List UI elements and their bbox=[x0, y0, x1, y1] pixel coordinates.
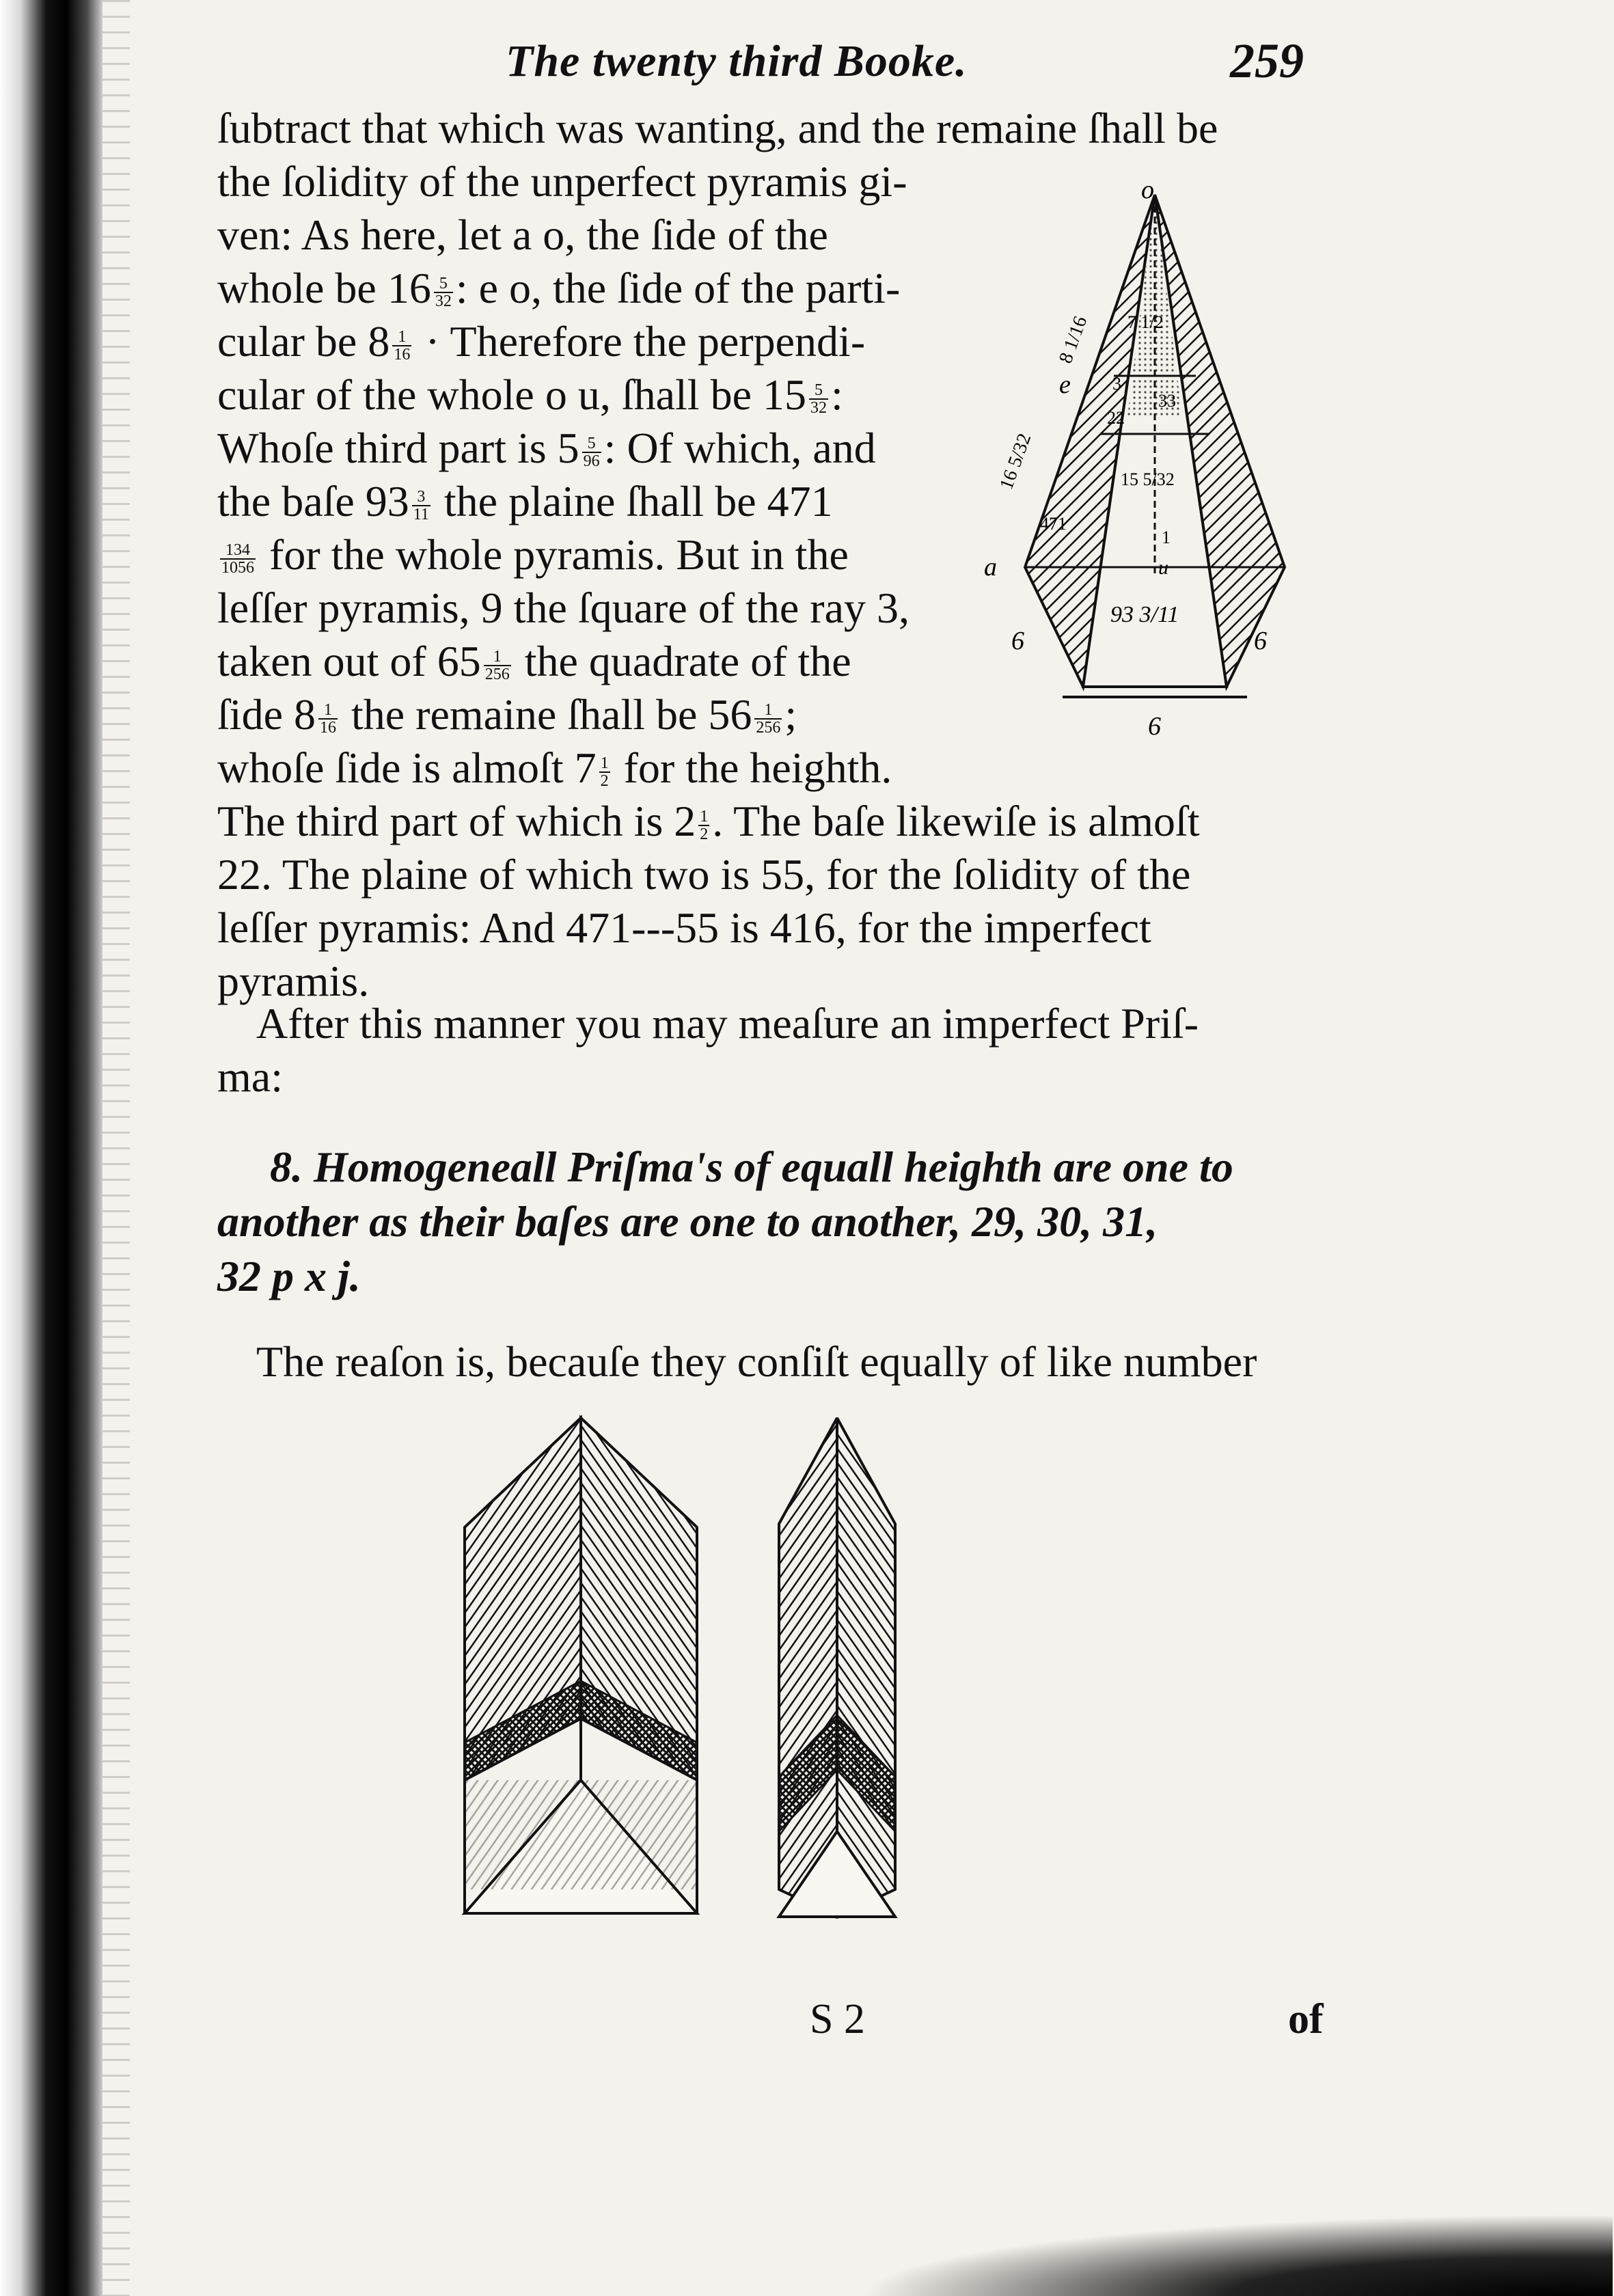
label-o: o bbox=[1141, 176, 1154, 204]
page-number: 259 bbox=[1230, 33, 1304, 88]
prisms-figure bbox=[437, 1408, 1052, 1941]
signature-mark: S 2 bbox=[810, 1996, 865, 2042]
prism-left bbox=[465, 1418, 697, 1913]
text-line: the baſe 93 $\frac{3}{11}$ the plaine ſhall be 471 bbox=[217, 477, 833, 525]
label-e: e bbox=[1059, 370, 1071, 399]
prism-right bbox=[779, 1418, 895, 1917]
text-line: ſide 8 $\frac{1}{16}$ the remaine ſhall be 56 $\frac{1}{256}$ ; bbox=[217, 690, 797, 739]
text-line: ma: bbox=[217, 1052, 283, 1101]
fraction: $\frac{5}{96}$ bbox=[583, 435, 600, 471]
label-1: 1 bbox=[1162, 528, 1171, 547]
text-line: the ſolidity of the unperfect pyramis gi- bbox=[217, 157, 907, 206]
label-7-half: 7 1/2 bbox=[1127, 312, 1164, 332]
label-33: 33 bbox=[1158, 391, 1176, 411]
thumb-shadow bbox=[765, 2204, 1613, 2296]
label-6-right: 6 bbox=[1254, 627, 1267, 655]
label-471: 471 bbox=[1040, 514, 1067, 534]
text-line: whoſe ſide is almoſt 7 $\frac{1}{2}$ for the heighth. bbox=[217, 743, 892, 792]
fraction: $\frac{1}{2}$ bbox=[700, 808, 709, 844]
fraction: $\frac{3}{11}$ bbox=[413, 488, 429, 524]
text-line: ven: As here, let a o, the ſide of the bbox=[217, 210, 828, 259]
label-base-area: 93 3/11 bbox=[1110, 602, 1179, 627]
proposition-line: another as their baſes are one to another, 29, 30, 31, bbox=[217, 1197, 1158, 1246]
text-line: The reaſon is, becauſe they conſiſt equally of like number bbox=[256, 1337, 1257, 1386]
running-title: The twenty third Booke. bbox=[506, 36, 968, 86]
text-line: Whoſe third part is 5 $\frac{5}{96}$ : Of which, and bbox=[217, 424, 876, 472]
fraction: $\frac{1}{256}$ bbox=[484, 648, 510, 684]
text-line: 22. The plaine of which two is 55, for the ſolidity of the bbox=[217, 850, 1191, 899]
proposition-line: 8. Homogeneall Priſma's of equall heighth are one to bbox=[270, 1143, 1233, 1191]
label-height: 15 5/32 bbox=[1121, 469, 1175, 489]
label-a: a bbox=[984, 553, 997, 582]
text-line: taken out of 65 $\frac{1}{256}$ the quadrate of the bbox=[217, 637, 851, 685]
fraction: $\frac{1}{2}$ bbox=[600, 754, 609, 791]
label-6-left: 6 bbox=[1011, 627, 1024, 655]
proposition-line: 32 p x j. bbox=[217, 1252, 361, 1300]
fraction: $\frac{1}{16}$ bbox=[319, 701, 336, 737]
text-line: leſſer pyramis, 9 the ſquare of the ray 3, bbox=[217, 584, 909, 632]
fraction: $\frac{1}{256}$ bbox=[756, 701, 781, 737]
label-3: 3 bbox=[1112, 374, 1121, 394]
text-line: whole be 16 $\frac{5}{32}$ : e o, the ſide of the parti- bbox=[217, 264, 901, 312]
fraction: $\frac{5}{32}$ bbox=[435, 275, 452, 311]
label-side-whole: 16 5/32 bbox=[996, 430, 1036, 493]
catchword: of bbox=[1288, 1996, 1324, 2042]
text-line: cular of the whole o u, ſhall be 15 $\frac{5}{32}$ : bbox=[217, 370, 843, 419]
text-line: leſſer pyramis: And 471---55 is 416, for the imperfect bbox=[217, 903, 1151, 952]
fraction: $\frac{134}{1056}$ bbox=[221, 541, 254, 577]
fraction: $\frac{5}{32}$ bbox=[810, 381, 827, 418]
text-line: cular be 8 $\frac{1}{16}$ · Therefore the perpendi- bbox=[217, 317, 866, 366]
label-22: 22 bbox=[1107, 408, 1125, 428]
text-line: pyramis. bbox=[217, 957, 370, 1005]
label-u: u bbox=[1158, 556, 1168, 579]
label-6-base: 6 bbox=[1148, 712, 1161, 741]
text-line: After this manner you may meaſure an imperfect Priſ- bbox=[256, 999, 1199, 1048]
label-side-part: 8 1/16 bbox=[1054, 313, 1092, 366]
pyramid-diagram bbox=[957, 171, 1312, 745]
text-line: ſubtract that which was wanting, and the remaine ſhall be bbox=[217, 104, 1218, 152]
fraction: $\frac{1}{16}$ bbox=[394, 328, 411, 364]
gutter-speckle bbox=[102, 0, 130, 2296]
text-line: The third part of which is 2 $\frac{1}{2}$ . The baſe likewiſe is almoſt bbox=[217, 797, 1200, 845]
book-gutter-shadow bbox=[0, 0, 102, 2296]
text-line: $\frac{134}{1056}$ for the whole pyramis. But in the bbox=[221, 530, 849, 579]
